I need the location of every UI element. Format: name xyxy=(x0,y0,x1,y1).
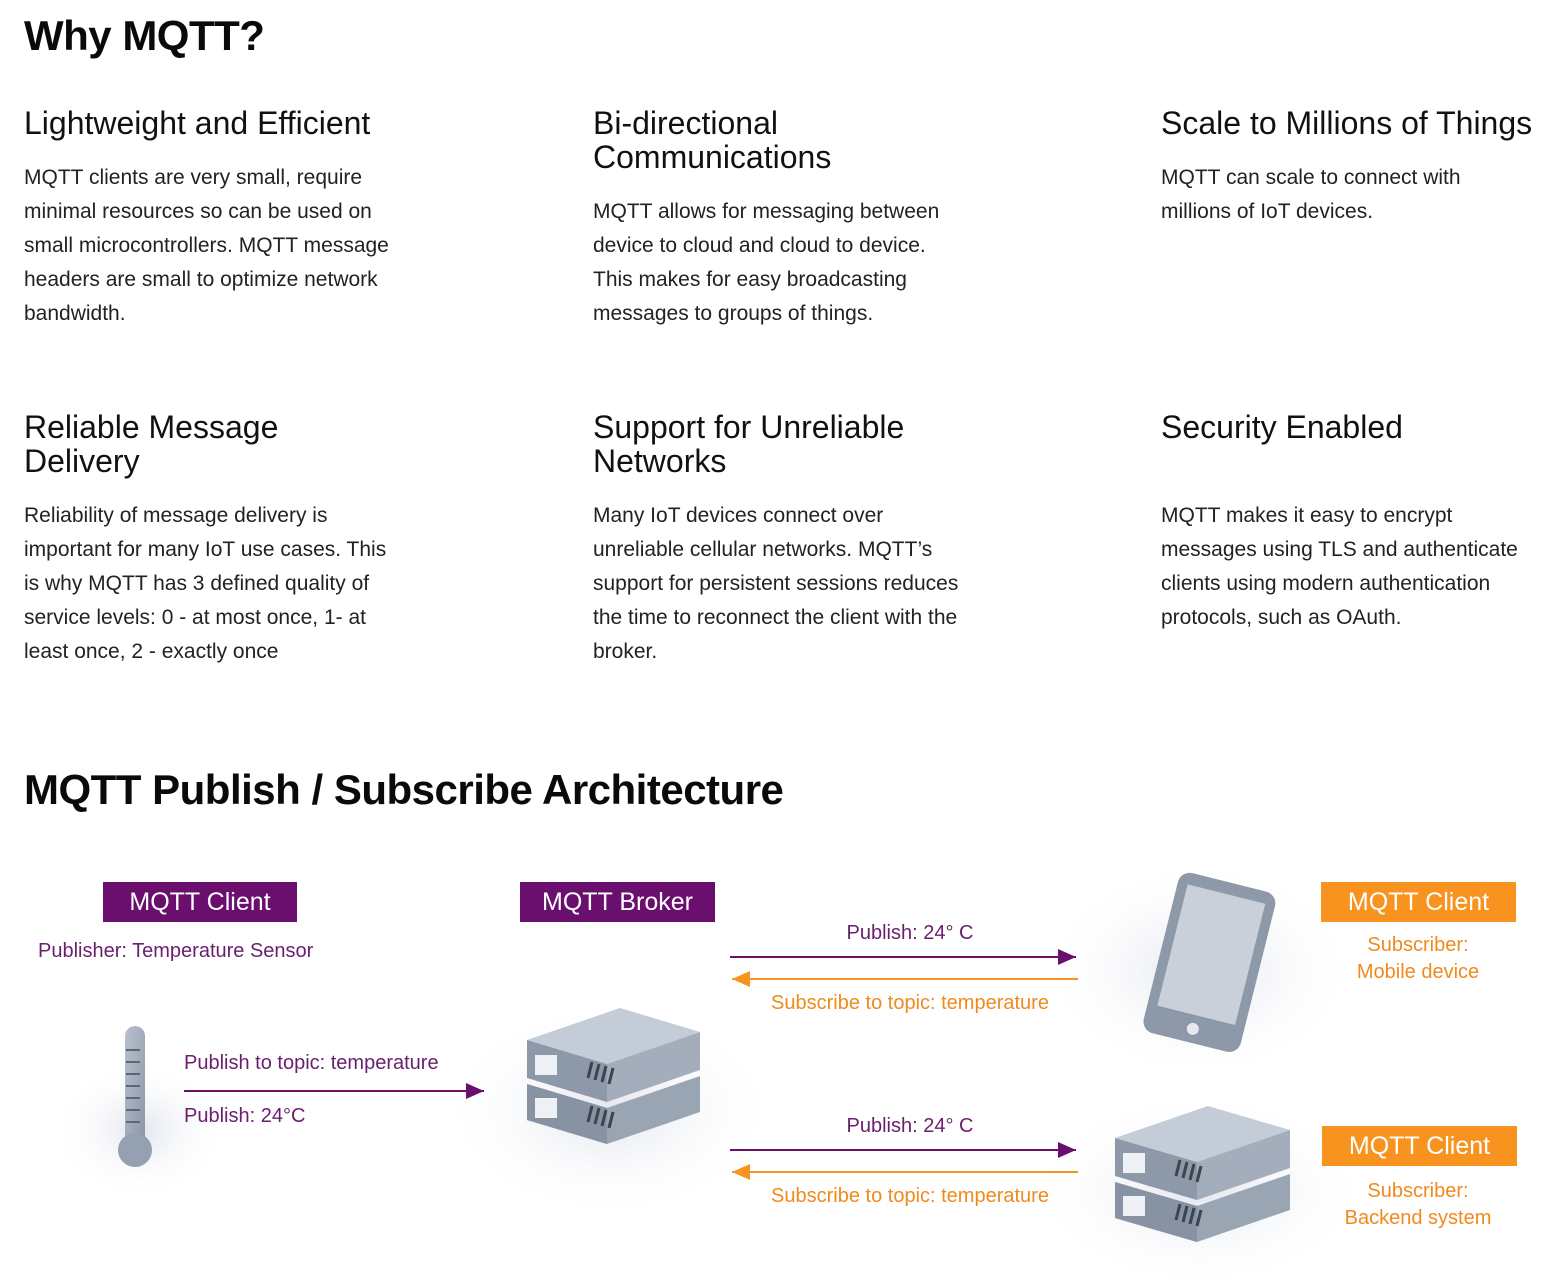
feature-body: Reliability of message delivery is important for many IoT use cases. This is why MQTT has 3 defined quality of service levels: 0 - at most once, 1- at least once, 2 - exactly once xyxy=(24,504,387,663)
feature-reliable xyxy=(24,410,404,669)
architecture-title: MQTT Publish / Subscribe Architecture xyxy=(24,766,784,813)
mobile-publish-label: Publish: 24° C xyxy=(846,922,974,944)
feature-security xyxy=(1161,410,1541,635)
backend-subscribe-label: Subscribe to topic: temperature xyxy=(771,1185,1049,1207)
backend-role-line1: Subscriber: xyxy=(1367,1180,1469,1202)
feature-unreliable-networks xyxy=(593,410,963,669)
feature-title: Scale to Millions of Things xyxy=(1161,105,1533,141)
feature-bidirectional xyxy=(593,106,963,331)
feature-title: Lightweight and Efficient xyxy=(24,105,371,141)
feature-scale xyxy=(1161,106,1551,229)
publish-value-label: Publish: 24°C xyxy=(184,1105,306,1127)
broker-box: MQTT Broker xyxy=(520,882,715,922)
feature-body: MQTT can scale to connect with millions of IoT devices. xyxy=(1161,166,1461,223)
pubsub-diagram xyxy=(0,850,1562,1286)
feature-body: Many IoT devices connect over unreliable cellular networks. MQTT’s support for persistent sessions reduces the time to reconnect the client with the broker. xyxy=(593,504,959,663)
backend-publish-label: Publish: 24° C xyxy=(846,1115,974,1137)
backend-client-box: MQTT Client xyxy=(1322,1126,1517,1166)
feature-lightweight xyxy=(24,106,414,331)
publish-topic-label: Publish to topic: temperature xyxy=(184,1052,439,1074)
feature-body: MQTT makes it easy to encrypt messages using TLS and authenticate clients using modern authentication protocols, such as OAuth. xyxy=(1161,504,1518,629)
mobile-subscribe-label: Subscribe to topic: temperature xyxy=(771,992,1049,1014)
feature-title: Security Enabled xyxy=(1161,409,1403,445)
publisher-role: Publisher: Temperature Sensor xyxy=(38,940,314,962)
publisher-client-box: MQTT Client xyxy=(103,882,297,922)
feature-body: MQTT allows for messaging between device to cloud and cloud to device. This makes for easy broadcasting messages to groups of things. xyxy=(593,200,940,325)
feature-body: MQTT clients are very small, require minimal resources so can be used on small microcontrollers. MQTT message headers are small to optimize network bandwidth. xyxy=(24,166,389,325)
mobile-role-line2: Mobile device xyxy=(1356,961,1480,983)
why-mqtt-title: Why MQTT? xyxy=(24,12,265,59)
feature-title: Support for Unreliable Networks xyxy=(593,409,905,479)
mobile-role-line1: Subscriber: xyxy=(1367,934,1469,956)
mobile-client-box: MQTT Client xyxy=(1321,882,1516,922)
feature-title: Reliable Message Delivery xyxy=(24,409,279,479)
feature-title: Bi-directional Communications xyxy=(593,105,832,175)
backend-role-line2: Backend system xyxy=(1344,1207,1492,1229)
